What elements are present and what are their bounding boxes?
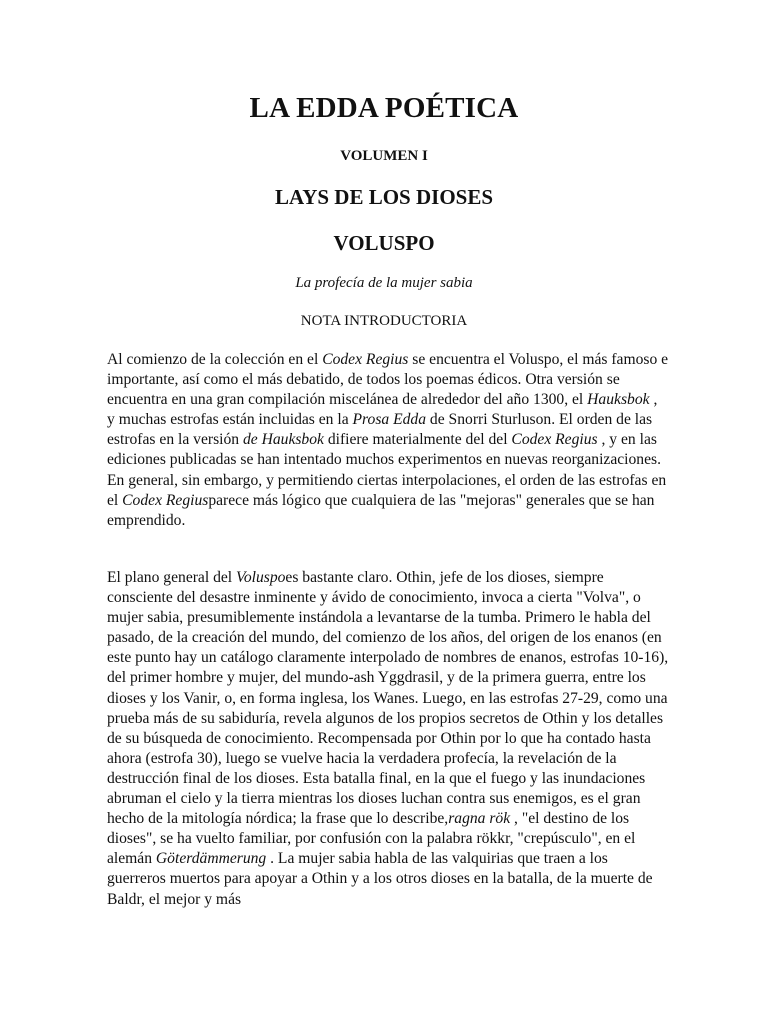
text-run: . La mujer sabia habla de las valquirias que traen a los guerreros muertos para apoyar a Othin y a los otros dioses en la batalla, de la muerte de Baldr, el mejor y más <box>107 850 653 908</box>
italic-term: Prosa Edda <box>352 411 427 429</box>
section-heading: NOTA INTRODUCTORIA <box>300 313 468 329</box>
text-run: , "el destino de los dioses", se ha vuelto familiar, por confusión con la palabra rökkr, "crepúsculo", en el alemán <box>107 810 636 868</box>
text-run: , y muchas estrofas están incluidas en la <box>107 391 658 429</box>
section-subtitle: LAYS DE LOS DIOSES <box>274 185 494 209</box>
text-run: difiere materialmente del del <box>323 431 512 449</box>
volume-label: VOLUMEN I <box>340 148 428 164</box>
italic-term: Codex Regius <box>122 491 209 509</box>
text-run: Al comienzo de la colección en el <box>107 351 323 368</box>
italic-term: Göterdämmerung <box>155 850 267 868</box>
text-run: de Snorri Sturluson. El orden de las estrofas en la versión <box>107 411 653 449</box>
text-run: parece más lógico que cualquiera de las "mejoras" generales que se han emprendido. <box>107 491 655 529</box>
italic-term: Codex Regius <box>322 351 409 368</box>
paragraph-intro <box>107 350 669 531</box>
text-run: es bastante claro. Othin, jefe de los dioses, siempre consciente del desastre inminente y ávido de conocimiento, invoca a cierta "Volva", o mujer sabia, presumiblemente instándola a levantarse de la tumba. Primero le habla del pasado, de la creación del mundo, del comienzo de los años, del origen de los enanos (en este punto hay un catálogo claramente interpolado de nombres de enanos, estrofas 10-16), del primer hombre y mujer, del mundo-ash Yggdrasil, y de la primera guerra, entre los dioses y los Vanir, o, en forma inglesa, los Wanes. Luego, en las estrofas 27-29, como una prueba más de su sabiduría, revela algunos de los propios secretos de Othin y los detalles de su búsqueda de conocimiento. Recompensada por Othin por lo que ha contado hasta ahora (estrofa 30), luego se vuelve hacia la verdadera profecía, la revelación de la destrucción final de los dioses. Esta batalla final, en la que el fuego y las inundaciones abruman el cielo y la tierra mientras los dioses luchan contra sus enemigos, es el gran hecho de la mitología nórdica; la frase que lo describe, <box>107 569 669 828</box>
poem-tagline: La profecía de la mujer sabia <box>295 275 473 291</box>
poem-title: VOLUSPO <box>333 231 435 255</box>
italic-term: Codex Regius <box>511 431 598 449</box>
italic-term: Voluspo <box>236 569 286 586</box>
text-run: se encuentra el Voluspo, el más famoso e importante, así como el más debatido, de todos los poemas édicos. Otra versión se encuentra en una gran compilación miscelánea de alrededor del año 1300, el <box>107 351 669 409</box>
text-run: El plano general del <box>107 569 237 586</box>
page-title: LA EDDA POÉTICA <box>249 92 519 124</box>
paragraph-plan <box>107 568 669 910</box>
text-run: , y en las ediciones publicadas se han intentado muchos experimentos en nuevas reorganizaciones. En general, sin embargo, y permitiendo ciertas interpolaciones, el orden de las estrofas en el <box>107 431 667 509</box>
italic-term: de Hauksbok <box>242 431 324 449</box>
italic-term: ragna rök <box>448 810 511 828</box>
italic-term: Hauksbok <box>587 391 650 409</box>
